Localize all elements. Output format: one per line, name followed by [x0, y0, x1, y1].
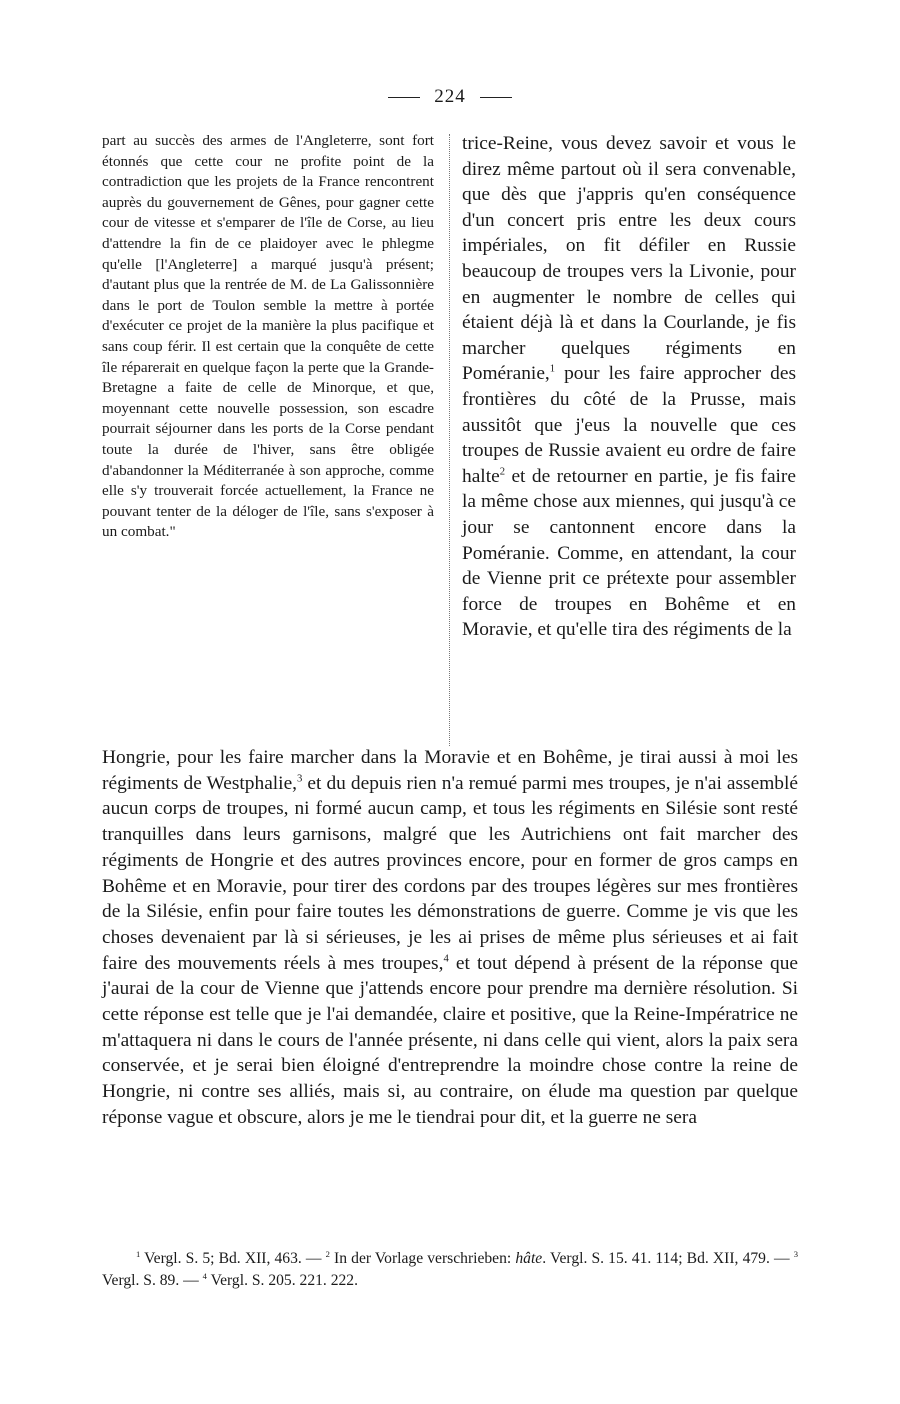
footnote-text-2c: . Vergl. S. 15. 41. 114; Bd. XII, 479. — [542, 1250, 794, 1267]
full-width-text [102, 745, 798, 1131]
full-width-text-1: Hongrie, pour les faire marcher dans la Moravie et en Bohême, je tirai aussi à moi les régiments de Westphalie, [102, 747, 798, 794]
page-number-dash-left [388, 97, 420, 98]
footnote-marker-4: 4 [202, 1270, 207, 1281]
footnote-ref-1: 1 [549, 362, 556, 375]
footnote-text-2b: hâte [515, 1250, 543, 1267]
right-column-paragraph [462, 131, 796, 643]
footnote-text-4: Vergl. S. 205. 221. 222. [206, 1272, 358, 1289]
page-number-dash-right [480, 97, 512, 98]
footnote-text-3: Vergl. S. 89. — [102, 1272, 203, 1289]
column-divider [449, 134, 450, 746]
footnote-line [102, 1248, 798, 1292]
footnote-ref-2: 2 [499, 465, 506, 478]
full-width-text-2: et du depuis rien n'a remué parmi mes troupes, je n'ai assemblé aucun corps de troupes, ni formé aucun camp, et tous les régiments en Silésie sont resté tranquilles dans leurs garnisons, malgré que les Autrichiens ont fait marcher des régiments de Hongrie et des autres provinces encore, pour en former de gros camps en Bohême et en Moravie, pour tirer des cordons par des troupes légères sur mes frontières de la Silésie, enfin pour faire toutes les démonstrations de guerre. Comme je vis que les choses devenaient par là si sérieuses, je les ai prises de même plus sérieuses et ai fait faire des mouvements réels à mes troupes, [102, 772, 798, 974]
left-column [102, 131, 434, 543]
footnotes [102, 1248, 798, 1292]
footnote-text-1: Vergl. S. 5; Bd. XII, 463. — [140, 1250, 326, 1267]
page-number [0, 86, 900, 108]
page-number-text: 224 [434, 86, 466, 107]
right-column-text-3: et de retourner en partie, je fis faire la même chose aux miennes, qui jusqu'à ce jour se cantonnent encore dans la Poméranie. Comme, en attendant, la cour de Vienne prit ce prétexte pour assembler force de troupes en Bohême et en Moravie, et qu'elle tira des régiments de la [462, 465, 796, 641]
footnote-ref-4: 4 [443, 952, 449, 965]
footnote-marker-3: 3 [793, 1248, 798, 1259]
footnote-marker-2: 2 [325, 1248, 330, 1259]
full-width-text-3: et tout dépend à présent de la réponse que j'aurai de la cour de Vienne que j'attends encore pour prendre ma dernière résolution. Si cette réponse est telle que je l'ai demandée, claire et positive, que la Reine-Impératrice ne m'attaquera ni dans le cours de l'année présente, ni dans celle qui vient, alors la paix sera conservée, et je serai bien éloigné d'entreprendre la moindre chose contre la reine de Hongrie, ni contre ses alliés, mais si, au contraire, on élude ma question par quelque réponse vague et obscure, alors je me le tiendrai pour dit, et la guerre ne sera [102, 952, 799, 1128]
footnote-ref-3: 3 [297, 772, 303, 785]
full-width-paragraph [102, 745, 798, 1131]
left-column-text: part au succès des armes de l'Angleterre, sont fort étonnés que cette cour ne profite point de la contradiction que les projets de la France rencontrent auprès du gouvernement de Gênes, pour gagner cette cour de vitesse et s'emparer de l'île de Corse, au lieu d'attendre la fin de ce plaidoyer avec le phlegme qu'elle [l'Angleterre] a marqué jusqu'à présent; d'autant plus que la rentrée de M. de La Galissonnière dans le port de Toulon semble la mettre à portée d'exécuter ce projet de la manière la plus pacifique et sans coup férir. Il est certain que la conquête de cette île réparerait en quelque façon la perte que la Grande-Bretagne a faite de celle de Minorque, et que, moyennant cette nouvelle possession, son escadre pourrait séjourner dans les ports de la Corse pendant toute la durée de l'hiver, sans être obligée d'abandonner la Méditerranée à son approche, comme elle s'y trouverait forcée actuellement, la France ne pouvant tenter de la déloger de l'île, sans s'exposer à un combat." [102, 132, 434, 541]
footnote-marker-1: 1 [136, 1248, 141, 1259]
right-column [462, 131, 796, 643]
footnote-text-2a: In der Vorlage verschrieben: [329, 1250, 516, 1267]
right-column-text-2: pour les faire approcher des frontières du côté de la Prusse, mais aussitôt que j'eus la nouvelle que ces troupes de Russie avaient eu ordre de faire halte [462, 363, 796, 487]
right-column-text-1: trice-Reine, vous devez savoir et vous le direz même partout où il sera convenable, que dès que j'appris qu'en conséquence d'un concert pris entre les deux cours impériales, on fit défiler en Russie beaucoup de troupes vers la Livonie, pour en augmenter le nombre de celles qui étaient déjà là et dans la Courlande, je fis marcher quelques régiments en Poméranie, [462, 133, 796, 385]
